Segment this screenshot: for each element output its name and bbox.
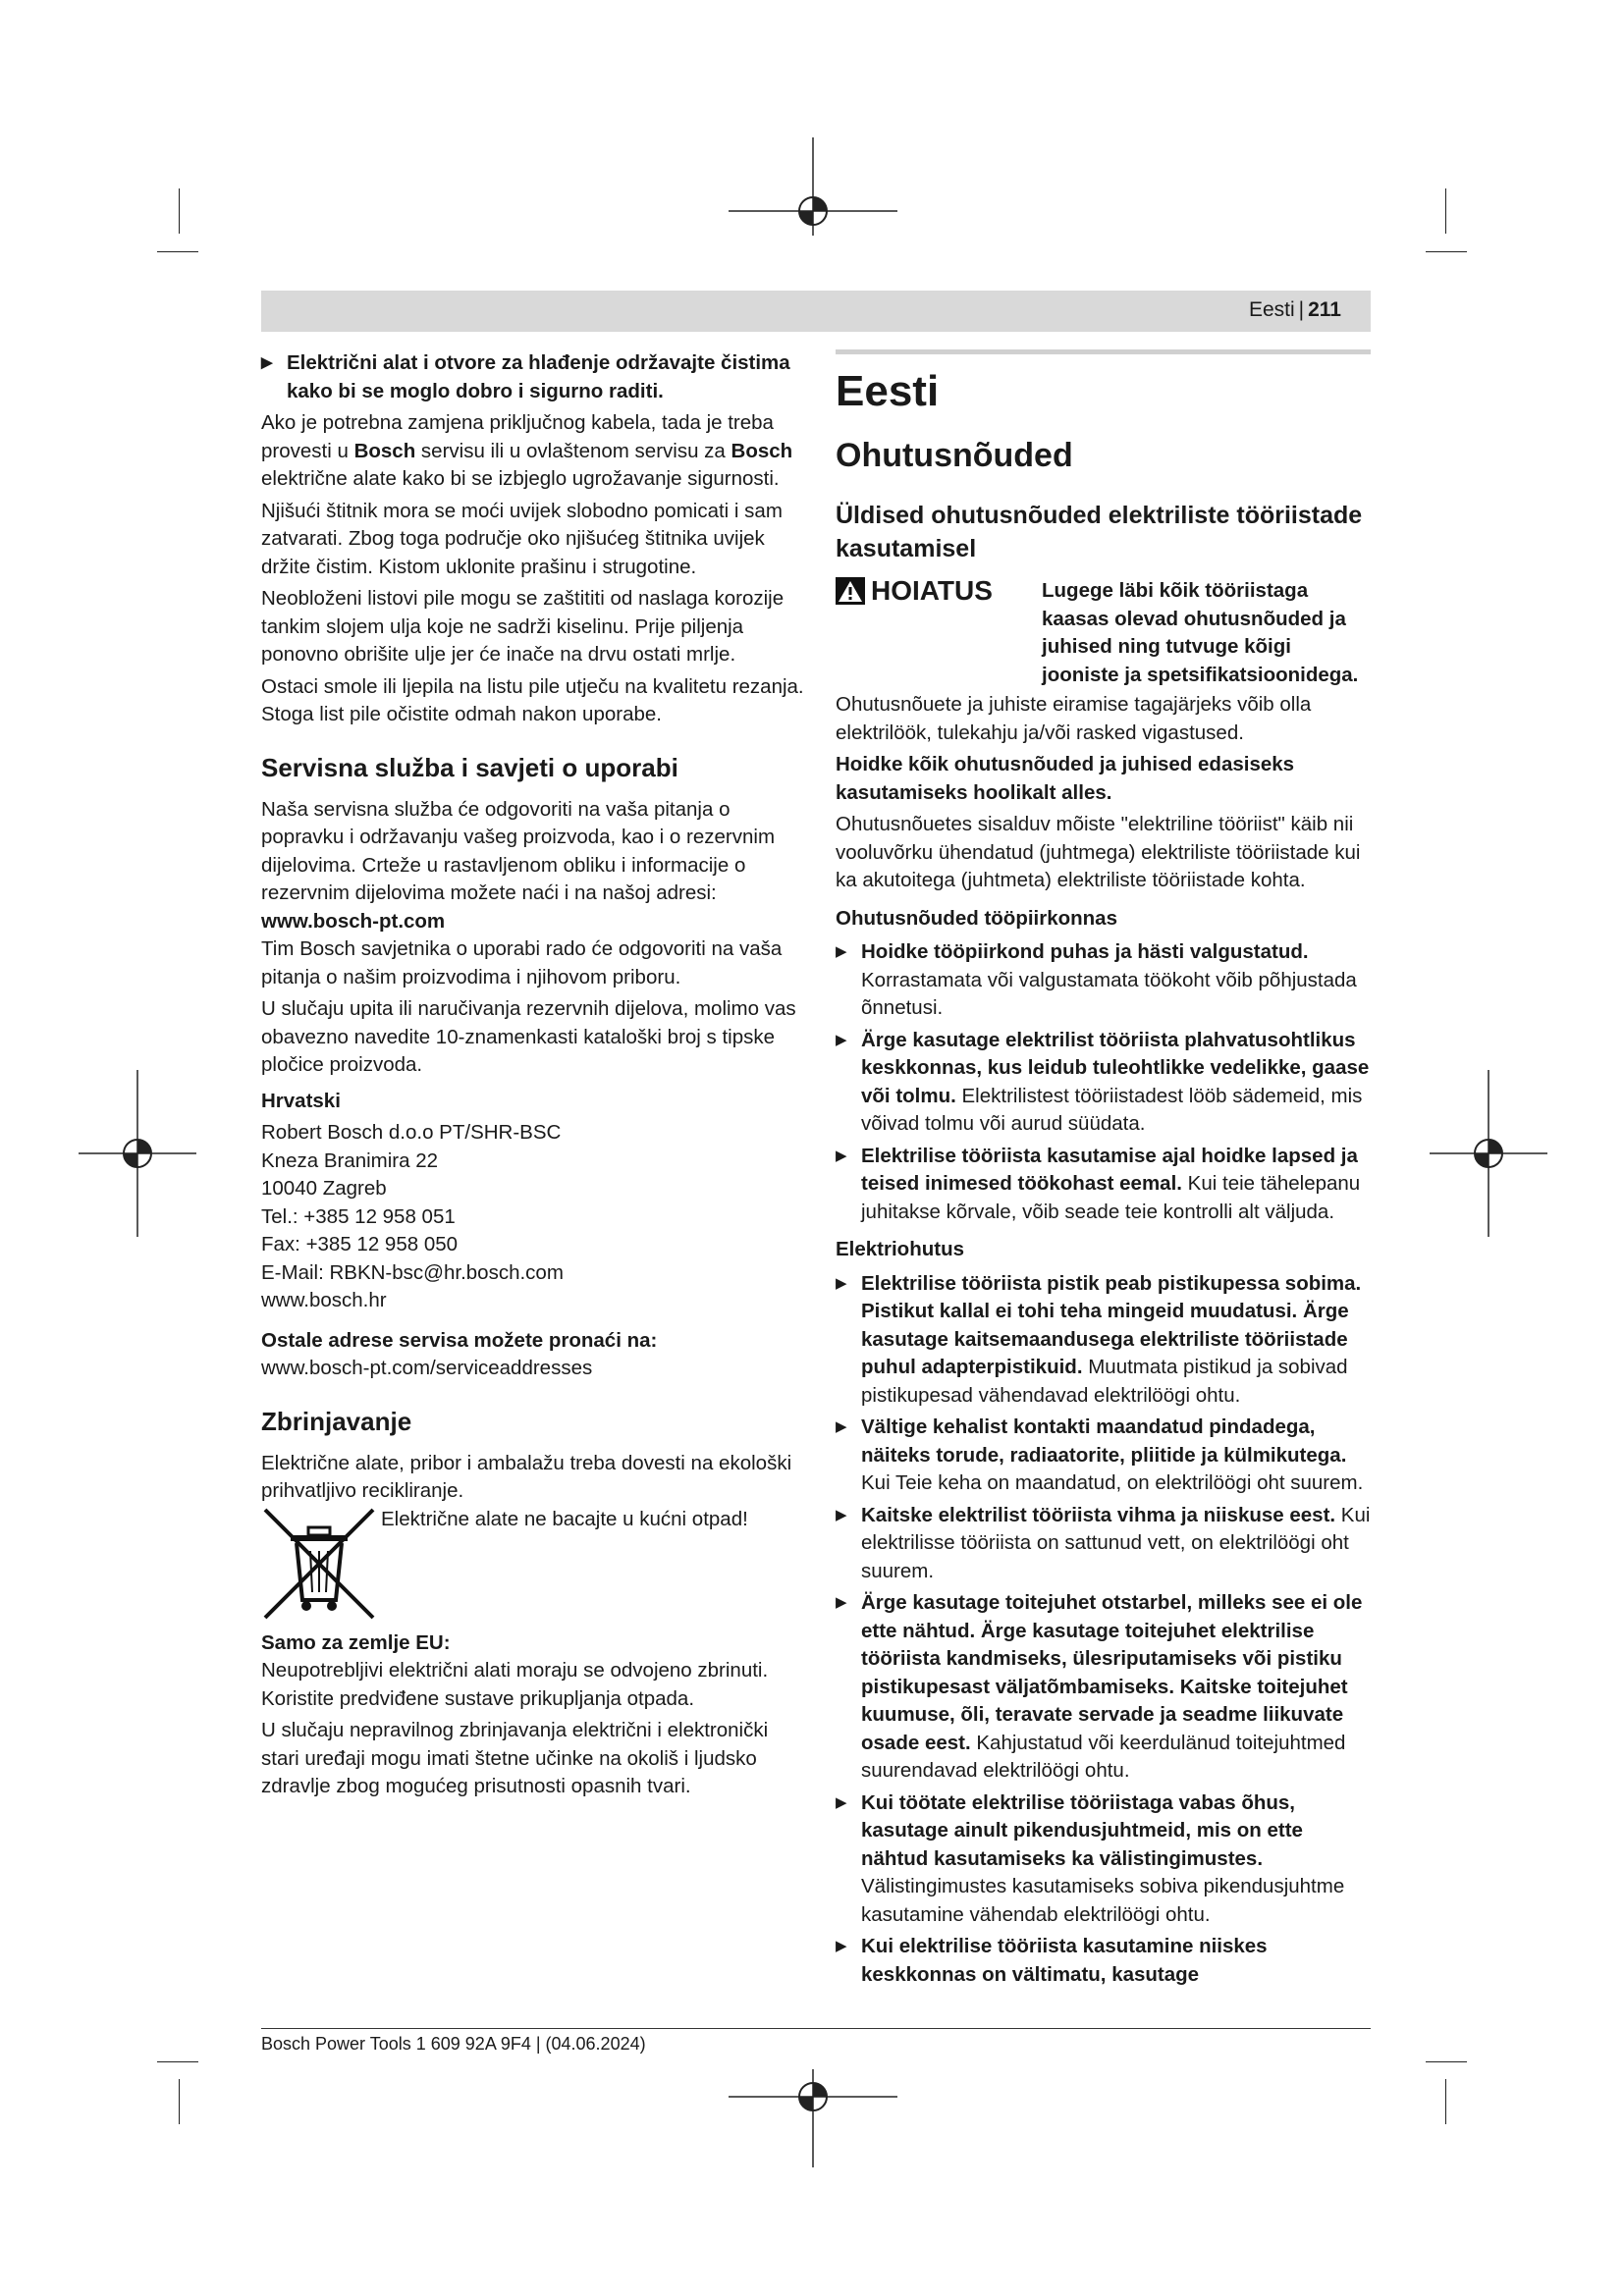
bullet-arrow-icon: ▶ bbox=[836, 1506, 847, 1523]
service-url-link[interactable]: www.bosch-pt.com bbox=[261, 909, 446, 933]
paragraph: Ohutusnõuetes sisalduv mõiste "elektriline tööriist" käib nii vooluvõrku ühendatud (juhtmega) elektriliste tööriistade kui ka akutoitega (juhtmeta) elektriliste tööriistade kohta. bbox=[836, 813, 1361, 891]
bullet-item: ▶ Ärge kasutage toitejuhet otstarbel, milleks see ei ole ette nähtud. Ärge kasutage toitejuhet elektrilise tööriista kandmiseks, ülesriputamiseks või pistiku pistikupesast väljatõmbamiseks. Kaitske toitejuhet kuumuse, õli, teravate servade ja seadme liikuvate osade eest. Kahjustatud või keerdulänud toitejuhtmed suurendavad elektrilöögi ohtu. bbox=[836, 1591, 1363, 1782]
section-heading-service: Servisna služba i savjeti o uporabi bbox=[261, 752, 678, 782]
address-line: Fax: +385 12 958 050 bbox=[261, 1233, 459, 1255]
bullet-arrow-icon: ▶ bbox=[836, 1031, 847, 1048]
registration-mark-top bbox=[729, 137, 897, 245]
right-column bbox=[836, 359, 1371, 1993]
paragraph: Neobloženi listovi pile mogu se zaštititi od naslaga korozije tankim slojem ulja koje ne sadrži kiselinu. Prije piljenja ponovno obrišite ulje jer će inače na drvu ostati mrlje. bbox=[261, 587, 785, 666]
registration-mark-bottom bbox=[729, 2059, 897, 2167]
bullet-text: Električni alat i otvore za hlađenje održavajte čistima kako bi se moglo dobro i sigurno raditi. bbox=[287, 351, 790, 402]
bullet-arrow-icon: ▶ bbox=[261, 354, 273, 371]
left-column bbox=[261, 349, 806, 1805]
bullet-item: ▶ Kui elektrilise tööriista kasutamine niiskes keskkonnas on vältimatu, kasutage bbox=[836, 1935, 1268, 1986]
disposal-bin-text: Električne alate ne bacajte u kućni otpad! bbox=[381, 1507, 748, 1530]
bullet-item: ▶ Elektrilise tööriista pistik peab pistikupessa sobima. Pistikut kallal ei tohi teha mingeid muudatusi. Ärge kasutage kaitsemaandusega elektriliste tööriistade puhul adapterpistikuid. Muutmata pistikud ja sobivad pistikupesad vähendavad elektrilöögi ohtu. bbox=[836, 1271, 1362, 1407]
bullet-item: ▶ Kaitske elektrilist tööriista vihma ja niiskuse eest. Kui elektrilisse tööriista on sattunud vett, on elektrilöögi oht suurem. bbox=[836, 1503, 1371, 1582]
paragraph: Ostaci smole ili ljepila na listu pile utječu na kvalitetu rezanja. Stoga list pile očistite odmah nakon uporabe. bbox=[261, 674, 804, 725]
paragraph: Naša servisna služba će odgovoriti na vaša pitanja o popravku i održavanju vašeg proizvoda, kao i o rezervnim dijelovima. Crteže u rastavljenom obliku i informacije o rezervnim dijelovima možete naći i na našoj adresi: bbox=[261, 797, 776, 904]
bullet-arrow-icon: ▶ bbox=[836, 1793, 847, 1811]
bullet-arrow-icon: ▶ bbox=[836, 1594, 847, 1611]
header-language: Eesti bbox=[1248, 298, 1295, 321]
bullet-item: ▶ Ärge kasutage elektrilist tööriista plahvatusohtlikus keskkonnas, kus leidub tuleohtlikke vedelikke, gaase või tolmu. Elektrilistest tööriistadest lööb sädemeid, mis võivad tolmu või aurud süüdata. bbox=[836, 1028, 1370, 1135]
bullet-arrow-icon: ▶ bbox=[836, 1938, 847, 1954]
warning-text: Lugege läbi kõik tööriistaga kaasas olevad ohutusnõuded ja juhised ning tutvuge kõigi jooniste ja spetsifikatsioonidega. bbox=[1042, 579, 1359, 686]
paragraph: Njišući štitnik mora se moći uvijek slobodno pomicati i sam zatvarati. Zbog toga područje oko njišućeg štitnika uvijek držite čistim. Kistom uklonite prašinu i strugotine. bbox=[261, 499, 783, 578]
bullet-arrow-icon: ▶ bbox=[836, 1147, 847, 1164]
bullet-item: ▶ Hoidke tööpiirkond puhas ja hästi valgustatud. Korrastamata või valgustamata töökoht võib põhjustada õnnetusi. bbox=[836, 940, 1357, 1019]
disposal-notice bbox=[261, 1506, 806, 1622]
bullet-item bbox=[261, 349, 806, 405]
paragraph: Ohutusnõuete ja juhiste eiramise tagajärjeks võib olla elektrilöök, tulekahju ja/või rasked vigastused. bbox=[836, 693, 1312, 744]
eu-heading: Samo za zemlje EU: bbox=[261, 1630, 451, 1654]
bullet-arrow-icon: ▶ bbox=[836, 1418, 847, 1435]
crossed-out-bin-icon bbox=[261, 1506, 377, 1622]
page-number: 211 bbox=[1308, 298, 1341, 321]
paragraph: U slučaju nepravilnog zbrinjavanja električni i elektronički stari uređaji mogu imati štetne učinke na okoliš i ljudsko zdravlje zbog mogućeg prisutnosti opasnih tvari. bbox=[261, 1719, 769, 1797]
bullet-arrow-icon: ▶ bbox=[836, 943, 847, 960]
address-line: Robert Bosch d.o.o PT/SHR-BSC bbox=[261, 1121, 562, 1144]
address-line: Tel.: +385 12 958 051 bbox=[261, 1204, 456, 1228]
workplace-heading: Ohutusnõuded tööpiirkonnas bbox=[836, 906, 1117, 930]
address-block bbox=[261, 1119, 806, 1315]
page-header-label: Eesti | 211 bbox=[1248, 298, 1341, 321]
warning-block bbox=[836, 577, 1371, 689]
column-divider-bar bbox=[836, 349, 1371, 354]
other-addresses-link[interactable]: www.bosch-pt.com/serviceaddresses bbox=[261, 1357, 593, 1379]
paragraph: Tim Bosch savjetnika o uporabi rado će odgovoriti na vaša pitanja o našim proizvodima i njihovom priboru. bbox=[261, 937, 783, 988]
footer-rule bbox=[261, 2028, 1371, 2029]
subsection-title: Üldised ohutusnõuded elektriliste tööriistade kasutamisel bbox=[836, 502, 1363, 562]
page-footer: Bosch Power Tools 1 609 92A 9F4 | (04.06.2024) bbox=[261, 2034, 646, 2054]
warning-label: HOIATUS bbox=[836, 577, 1042, 606]
bullet-item: ▶ Vältige kehalist kontakti maandatud pindadega, näiteks torude, radiaatorite, pliitide ja külmikutega. Kui Teie keha on maandatud, on elektrilöögi oht suurem. bbox=[836, 1415, 1364, 1494]
section-heading-disposal: Zbrinjavanje bbox=[261, 1406, 412, 1436]
paragraph-bold: Hoidke kõik ohutusnõuded ja juhised edasiseks kasutamiseks hoolikalt alles. bbox=[836, 753, 1295, 804]
bullet-arrow-icon: ▶ bbox=[836, 1274, 847, 1292]
other-addresses-label: Ostale adrese servisa možete pronaći na: bbox=[261, 1328, 658, 1352]
electric-safety-heading: Elektriohutus bbox=[836, 1238, 964, 1260]
country-heading: Hrvatski bbox=[261, 1089, 341, 1112]
address-website[interactable]: www.bosch.hr bbox=[261, 1289, 387, 1311]
paragraph: Ako je potrebna zamjena priključnog kabela, tada je treba provesti u Bosch servisu ili u ovlaštenom servisu za Bosch električne alate kako bi se izbjeglo ugrožavanje sigurnosti. bbox=[261, 411, 793, 490]
paragraph: Električne alate, pribor i ambalažu treba dovesti na ekološki prihvatljivo recikliranje. bbox=[261, 1451, 792, 1502]
paragraph: Neupotrebljivi električni alati moraju se odvojeno zbrinuti. Koristite predviđene sustave prikupljanja otpada. bbox=[261, 1659, 769, 1710]
address-line: Kneza Branimira 22 bbox=[261, 1148, 439, 1172]
registration-mark-left bbox=[79, 1070, 196, 1237]
warning-triangle-icon bbox=[836, 577, 865, 605]
address-line: 10040 Zagreb bbox=[261, 1177, 387, 1200]
language-title: Eesti bbox=[836, 367, 940, 415]
page-header bbox=[261, 291, 1371, 332]
section-title: Ohutusnõuded bbox=[836, 437, 1073, 474]
paragraph: U slučaju upita ili naručivanja rezervnih dijelova, molimo vas obavezno navedite 10-znamenkasti kataloški broj s tipske pločice proizvoda. bbox=[261, 997, 796, 1076]
registration-mark-right bbox=[1430, 1070, 1547, 1237]
bullet-item: ▶ Kui töötate elektrilise tööriistaga vabas õhus, kasutage ainult pikendusjuhtmeid, mis on ette nähtud kasutamiseks ka välistingimustes. Välistingimustes kasutamiseks sobiva pikendusjuhtme kasutamine vähendab elektrilöögi ohtu. bbox=[836, 1790, 1345, 1926]
address-email[interactable]: E-Mail: RBKN-bsc@hr.bosch.com bbox=[261, 1260, 564, 1284]
bullet-item: ▶ Elektrilise tööriista kasutamise ajal hoidke lapsed ja teised inimesed töökohast eemal. Kui teie tähelepanu juhitakse kõrvale, võib seade teie kontrolli alt väljuda. bbox=[836, 1144, 1361, 1223]
